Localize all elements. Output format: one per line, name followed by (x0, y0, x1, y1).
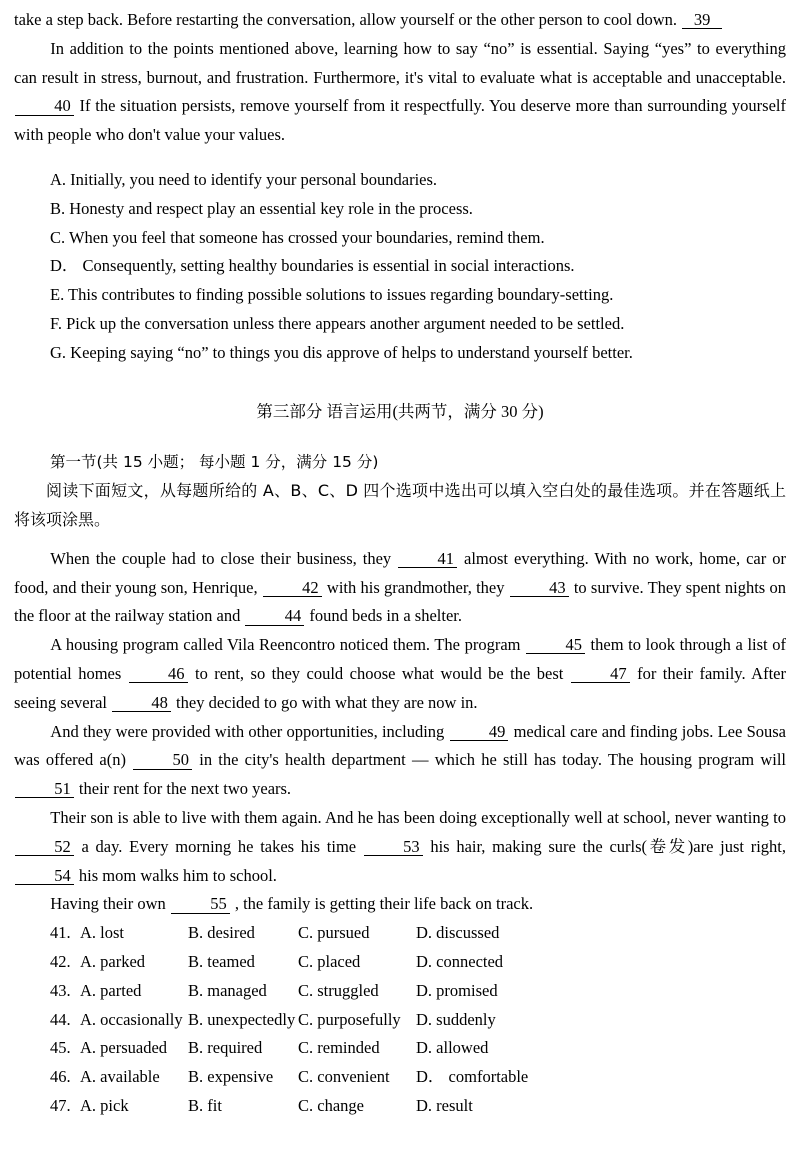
fill-in-blank-51[interactable]: 51 (15, 780, 74, 798)
option-choice: F. Pick up the conversation unless there appears another argument needed to be settled. (50, 313, 625, 333)
fill-in-blank-53[interactable]: 53 (364, 838, 423, 856)
fill-in-blank-54[interactable]: 54 (15, 867, 74, 885)
choice-option-c[interactable]: C. purposefully (298, 1009, 401, 1029)
fill-in-blank-48[interactable]: 48 (112, 694, 171, 712)
spacer (14, 426, 786, 448)
spacer (14, 535, 786, 545)
cloze-paragraph: Having their own 55 , the family is getting their life back on track. (50, 894, 534, 914)
fill-in-blank-39[interactable]: 39 (682, 11, 722, 29)
choice-option-d[interactable]: D． comfortable (416, 1067, 529, 1087)
choice-row (14, 1034, 786, 1063)
choice-option-a[interactable]: A. persuaded (80, 1038, 168, 1058)
cloze-passage (14, 545, 786, 919)
option-choice: A. Initially, you need to identify your personal boundaries. (50, 169, 438, 189)
choice-option-b[interactable]: B. managed (188, 980, 267, 1000)
cloze-paragraph: When the couple had to close their business, they 41 almost everything. With no work, home, car or food, and their young son, Henrique, 42 with his grandmother, they 43 to survive. They spent nights on the floor at the railway station and 44 found beds in a shelter. (14, 548, 786, 626)
option-choice: G. Keeping saying “no” to things you dis approve of helps to understand yourself better. (50, 342, 633, 362)
fill-in-blank-41[interactable]: 41 (398, 550, 457, 568)
choice-number: 42. (50, 951, 71, 971)
choice-option-d[interactable]: D. suddenly (416, 1009, 496, 1029)
fill-in-blank-44[interactable]: 44 (245, 607, 304, 625)
section-one-title: 第一节(共 15 小题； 每小题 1 分，满分 15 分) (50, 453, 379, 472)
fill-in-blank-40[interactable]: 40 (15, 97, 74, 115)
choice-option-b[interactable]: B. fit (188, 1095, 222, 1115)
choice-option-a[interactable]: A. occasionally (80, 1009, 183, 1029)
fill-in-blank-47[interactable]: 47 (571, 665, 630, 683)
spacer (14, 150, 786, 160)
choice-option-d[interactable]: D. discussed (416, 923, 500, 943)
choice-option-b[interactable]: B. unexpectedly (188, 1009, 296, 1029)
choice-number: 46. (50, 1067, 71, 1087)
choice-option-a[interactable]: A. available (80, 1067, 160, 1087)
choice-option-b[interactable]: B. required (188, 1038, 263, 1058)
cloze-paragraph: Their son is able to live with them again. And he has been doing exceptionally well at school, never wanting to 52 a day. Every morning he takes his time 53 his hair, making sure the curls(卷发)are just right, 54 his mom walks him to school. (14, 804, 786, 890)
option-choice: E. This contributes to finding possible solutions to issues regarding boundary-setting. (50, 285, 614, 305)
fill-in-blank-45[interactable]: 45 (526, 636, 585, 654)
choice-number: 41. (50, 923, 71, 943)
choice-number: 47. (50, 1095, 71, 1115)
cloze-paragraph: And they were provided with other opportunities, including 49 medical care and finding jobs. Lee Sousa was offered a(n) 50 in the city's health department — which he still has today. The housing program will 51 their rent for the next two years. (14, 721, 786, 799)
fill-in-blank-50[interactable]: 50 (133, 751, 192, 769)
choice-option-c[interactable]: C. reminded (298, 1038, 380, 1058)
choice-number: 44. (50, 1009, 71, 1029)
choice-option-b[interactable]: B. expensive (188, 1067, 274, 1087)
cloze-choices-list (14, 919, 786, 1121)
fill-in-blank-52[interactable]: 52 (15, 838, 74, 856)
option-choice: D． Consequently, setting healthy boundaries is essential in social interactions. (50, 256, 575, 276)
paragraph-continued: take a step back. Before restarting the conversation, allow yourself or the other person to cool down. 39 (14, 6, 786, 35)
seven-options-list (14, 166, 786, 368)
choice-option-d[interactable]: D. connected (416, 951, 504, 971)
cloze-instruction: 阅读下面短文，从每题所给的 A、B、C、D 四个选项中选出可以填入空白处的最佳选项。并在答题纸上将该项涂黑。 (14, 481, 786, 529)
choice-row (14, 948, 786, 977)
choice-row (14, 919, 786, 948)
choice-option-b[interactable]: B. desired (188, 923, 255, 943)
choice-option-b[interactable]: B. teamed (188, 951, 255, 971)
choice-option-c[interactable]: C. struggled (298, 980, 379, 1000)
option-choice: B. Honesty and respect play an essential key role in the process. (50, 198, 473, 218)
fill-in-blank-46[interactable]: 46 (129, 665, 188, 683)
choice-row (14, 1063, 786, 1092)
fill-in-blank-43[interactable]: 43 (510, 579, 569, 597)
choice-option-c[interactable]: C. placed (298, 951, 361, 971)
fill-in-blank-49[interactable]: 49 (450, 723, 509, 741)
paragraph-boundaries: In addition to the points mentioned above, learning how to say “no” is essential. Saying “yes” to everything can result in stress, burnout, and frustration. Furthermore, it's vital to evaluate what is acceptable and unacceptable. 40 If the situation persists, remove yourself from it respectfully. You deserve more than surrounding yourself with people who don't value your values. (14, 38, 786, 145)
choice-option-c[interactable]: C. convenient (298, 1067, 390, 1087)
choice-option-a[interactable]: A. parked (80, 951, 146, 971)
part-three-title: 第三部分 语言运用(共两节，满分 30 分) (256, 401, 544, 421)
choice-option-d[interactable]: D. allowed (416, 1038, 489, 1058)
choice-row (14, 1092, 786, 1121)
choice-option-d[interactable]: D. promised (416, 980, 498, 1000)
choice-number: 43. (50, 980, 71, 1000)
choice-row (14, 1006, 786, 1035)
option-choice: C. When you feel that someone has crossed your boundaries, remind them. (50, 227, 545, 247)
choice-number: 45. (50, 1038, 71, 1058)
fill-in-blank-42[interactable]: 42 (263, 579, 322, 597)
fill-in-blank-55[interactable]: 55 (171, 895, 230, 913)
choice-option-c[interactable]: C. change (298, 1095, 364, 1115)
choice-row (14, 977, 786, 1006)
choice-option-a[interactable]: A. lost (80, 923, 125, 943)
choice-option-d[interactable]: D. result (416, 1095, 473, 1115)
choice-option-a[interactable]: A. pick (80, 1095, 129, 1115)
cloze-paragraph: A housing program called Vila Reencontro noticed them. The program 45 them to look through a list of potential homes 46 to rent, so they could choose what would be the best 47 for their family. After seeing several 48 they decided to go with what they are now in. (14, 635, 786, 712)
choice-option-a[interactable]: A. parted (80, 980, 142, 1000)
spacer (14, 368, 786, 398)
choice-option-c[interactable]: C. pursued (298, 923, 370, 943)
